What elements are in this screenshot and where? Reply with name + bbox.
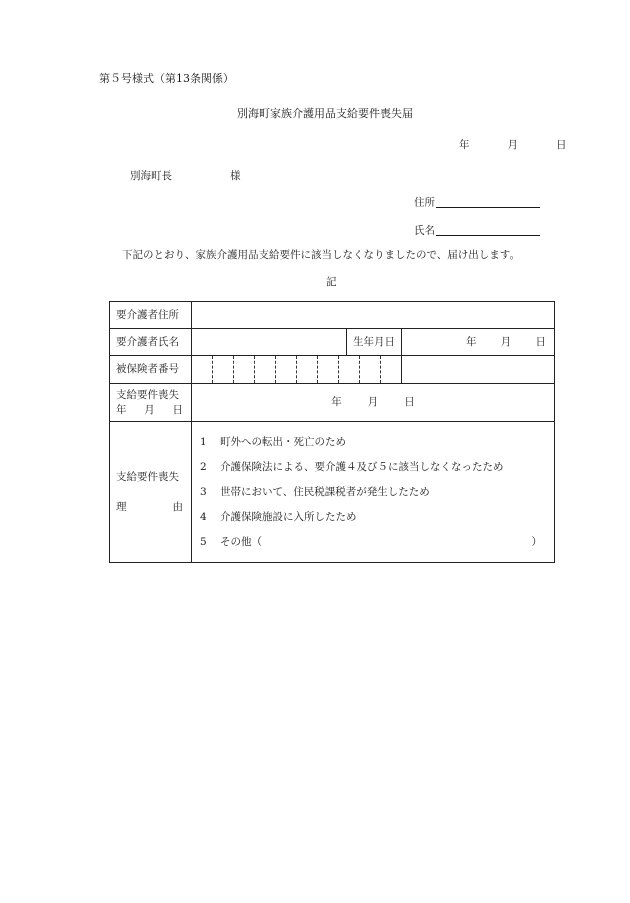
loss-year-label: 年 <box>331 396 342 409</box>
digit-box[interactable] <box>338 356 359 383</box>
birth-date-label: 生年月日 <box>347 329 402 356</box>
digit-box[interactable] <box>317 356 338 383</box>
reason-number: 3 <box>200 485 207 498</box>
notification-table <box>109 301 555 563</box>
reason-number: 5 <box>200 535 207 548</box>
insured-number-label: 被保険者番号 <box>110 356 192 384</box>
insured-number-row <box>110 356 555 384</box>
reason-label-line2 <box>116 502 191 513</box>
birth-month-label: 月 <box>500 335 512 348</box>
digit-box[interactable] <box>275 356 296 383</box>
digit-box[interactable] <box>296 356 317 383</box>
digit-box[interactable] <box>254 356 275 383</box>
digit-box[interactable] <box>192 356 212 383</box>
loss-label-month: 月 <box>144 403 155 416</box>
reason-label-line1: 支給要件喪失 <box>116 470 179 483</box>
addressee <box>130 171 241 182</box>
document-title: 別海町家族介護用品支給要件喪失届 <box>237 107 413 120</box>
date-year-label: 年 <box>459 139 470 151</box>
statement-text: 下記のとおり、家族介護用品支給要件に該当しなくなりましたので、届け出します。 <box>122 249 520 261</box>
reason-text: 世帯において、住民税課税者が発生したため <box>220 485 430 498</box>
submission-date <box>459 140 567 151</box>
loss-label-year: 年 <box>116 403 127 416</box>
digit-box[interactable] <box>233 356 254 383</box>
applicant-name-field <box>414 225 540 236</box>
date-day-label: 日 <box>556 139 567 151</box>
care-name-label: 要介護者氏名 <box>110 329 192 356</box>
reason-other-close: ） <box>531 535 543 548</box>
reason-text: その他（ <box>220 535 262 548</box>
reason-label-char-b: 由 <box>172 501 183 513</box>
loss-month-label: 月 <box>367 396 379 409</box>
care-name-row <box>110 329 555 356</box>
loss-date-row <box>110 384 555 422</box>
digit-box[interactable] <box>380 356 401 383</box>
form-code: 第５号様式（第13条関係） <box>99 72 234 85</box>
loss-label-day: 日 <box>172 403 183 416</box>
care-address-label: 要介護者住所 <box>110 302 192 329</box>
care-name-field[interactable] <box>192 329 347 356</box>
reason-label-char-a: 理 <box>116 501 127 513</box>
reason-label <box>110 422 192 563</box>
reason-item[interactable] <box>200 530 554 555</box>
care-address-field[interactable] <box>192 302 555 329</box>
loss-date-field[interactable] <box>192 384 555 422</box>
birth-day-label: 日 <box>535 335 546 348</box>
loss-date-label-line2 <box>116 405 191 416</box>
applicant-name-label: 氏名 <box>414 224 435 237</box>
care-address-row <box>110 302 555 329</box>
date-month-label: 月 <box>507 139 518 151</box>
loss-day-label: 日 <box>404 396 415 409</box>
reason-item[interactable] <box>200 430 554 455</box>
reason-number: 4 <box>200 510 207 523</box>
reason-number: 1 <box>200 435 207 448</box>
birth-date-field[interactable] <box>402 329 555 356</box>
applicant-address-line[interactable] <box>436 197 540 208</box>
applicant-address-field <box>414 197 540 208</box>
loss-date-label <box>110 384 192 422</box>
reason-text: 介護保険施設に入所したため <box>220 510 357 523</box>
digit-box[interactable] <box>212 356 233 383</box>
reason-item[interactable] <box>200 505 554 530</box>
reason-number: 2 <box>200 460 207 473</box>
reason-row <box>110 422 555 563</box>
applicant-address-label: 住所 <box>414 196 435 209</box>
digit-box[interactable] <box>359 356 380 383</box>
applicant-name-line[interactable] <box>436 225 540 236</box>
addressee-honorific: 様 <box>230 170 241 182</box>
birth-year-label: 年 <box>466 335 477 348</box>
reason-text: 介護保険法による、要介護４及び５に該当しなくなったため <box>220 460 504 473</box>
reason-item[interactable] <box>200 455 554 480</box>
ki-heading: 記 <box>326 276 337 288</box>
insured-number-blank <box>402 356 555 384</box>
loss-date-label-line1: 支給要件喪失 <box>116 389 179 401</box>
insured-number-field[interactable] <box>192 356 402 384</box>
reason-list <box>192 422 555 563</box>
reason-item[interactable] <box>200 480 554 505</box>
reason-text: 町外への転出・死亡のため <box>220 435 346 448</box>
addressee-name: 別海町長 <box>130 170 172 182</box>
